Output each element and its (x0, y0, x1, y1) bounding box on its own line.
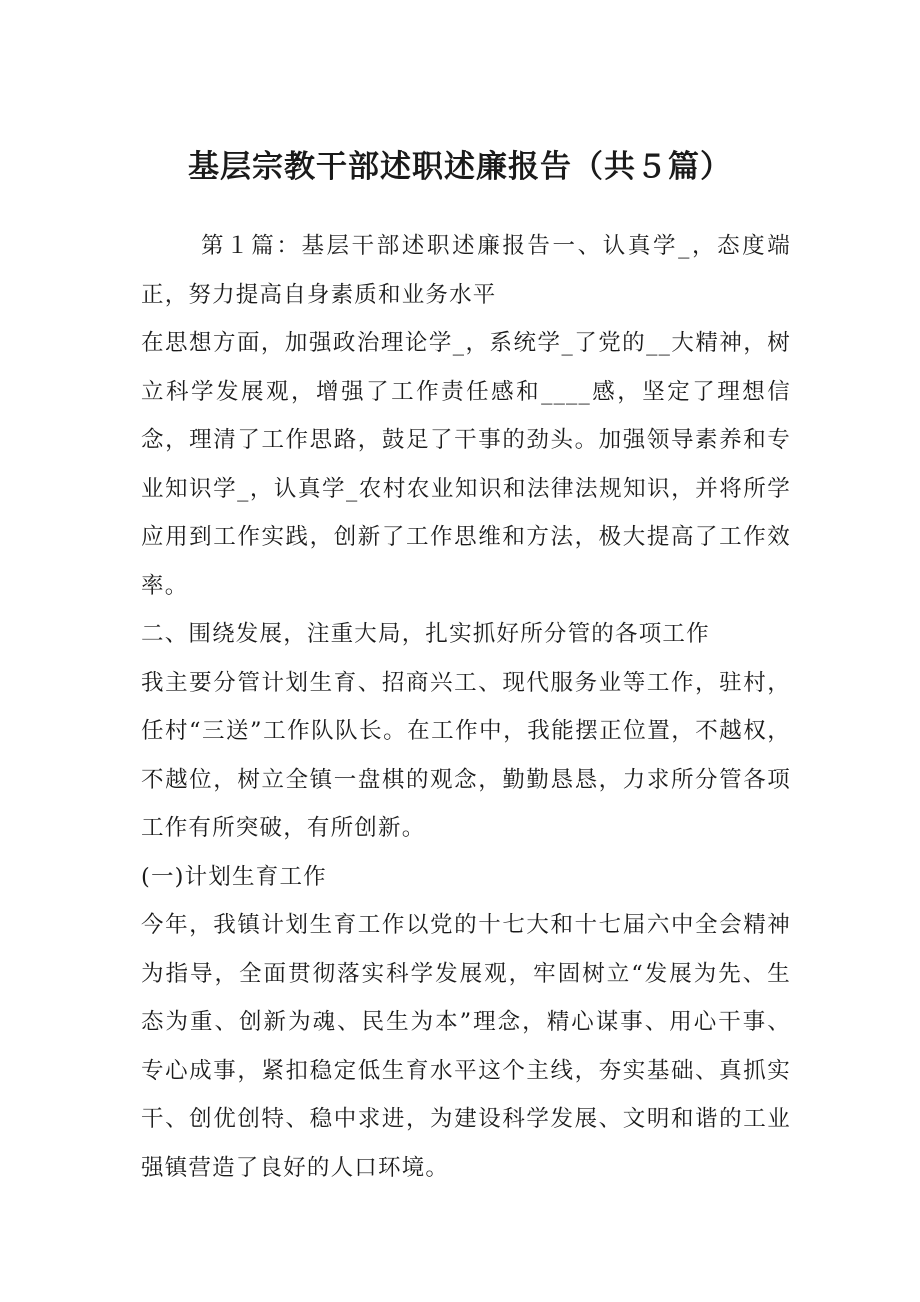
paragraph-responsibilities: 我主要分管计划生育、招商兴工、现代服务业等工作，驻村，任村“三送”工作队队长。在工作中，我能摆正位置，不越权，不越位，树立全镇一盘棋的观念，勤勤恳恳，力求所分管各项工作有所突破，有所创新。 (141, 669, 791, 841)
paragraph-family-planning-work: 今年，我镇计划生育工作以党的十七大和十七届六中全会精神为指导，全面贯彻落实科学发展观，牢固树立“发展为先、生态为重、创新为魂、民生为本”理念，精心谋事、用心干事、专心成事，紧扣稳定低生育水平这个主线，夯实基础、真抓实干、创优创特、稳中求进，为建设科学发展、文明和谐的工业强镇营造了良好的人口环境。 (141, 912, 791, 1181)
paragraph-subsection-family-planning: (一)计划生育工作 (141, 863, 327, 890)
document-body (141, 222, 791, 1192)
document-title: 基层宗教干部述职述廉报告（共５篇） (188, 149, 732, 185)
paragraph-section-two-heading: 二、围绕发展，注重大局，扎实抓好所分管的各项工作 (141, 621, 710, 647)
paragraph-article-heading: 第１篇：基层干部述职述廉报告一、认真学_，态度端正，努力提高自身素质和业务水平 (141, 233, 791, 308)
paragraph-ideology: 在思想方面，加强政治理论学_，系统学_了党的__大精神，树立科学发展观，增强了工作责任感和____感，坚定了理想信念，理清了工作思路，鼓足了干事的劲头。加强领导素养和专业知识学_，认真学_农村农业知识和法律法规知识，并将所学应用到工作实践，创新了工作思维和方法，极大提高了工作效率。 (141, 330, 791, 599)
